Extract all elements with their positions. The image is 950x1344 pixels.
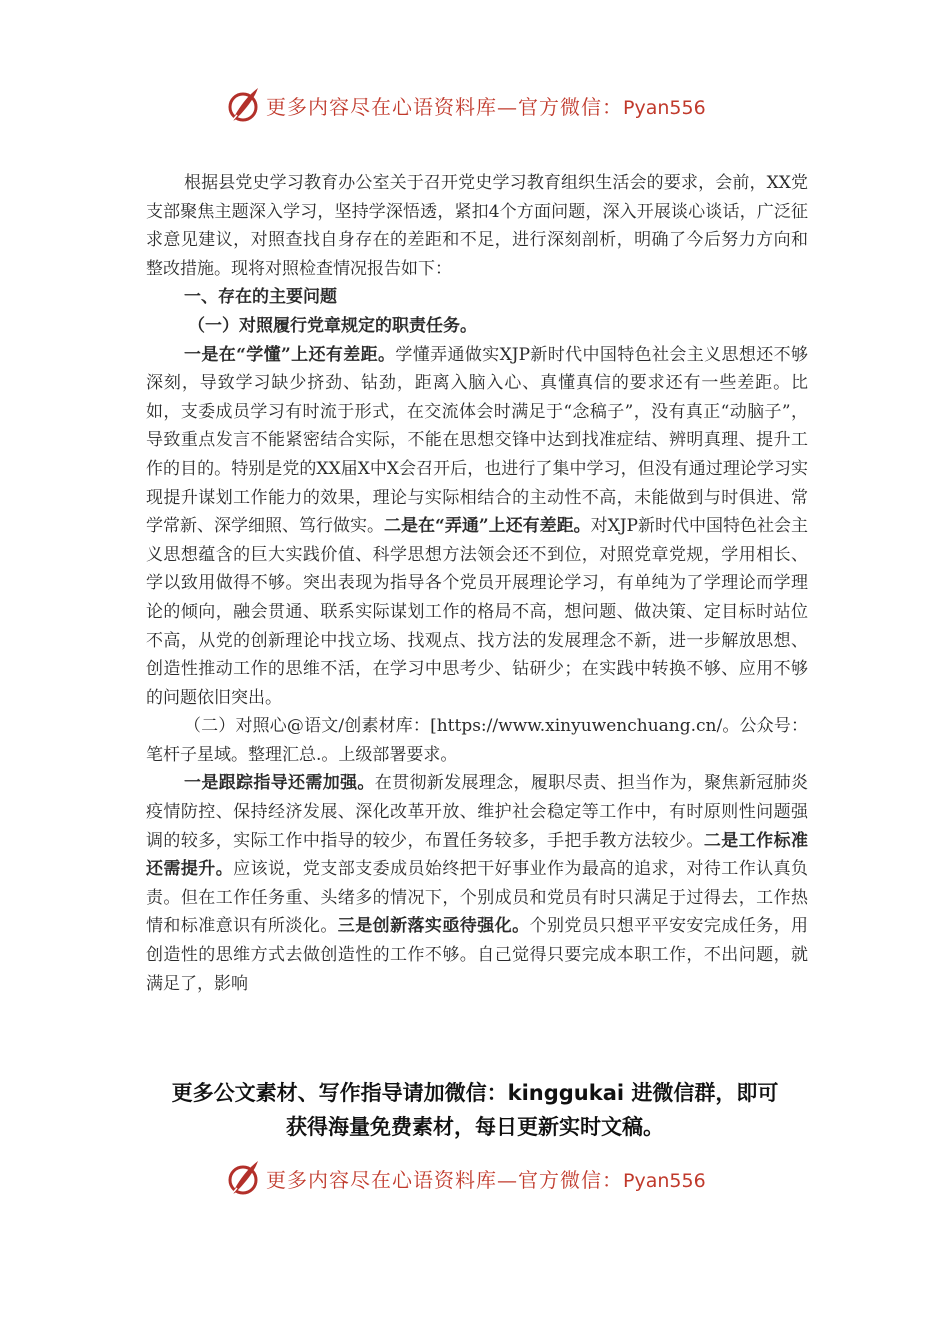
section-heading: 一、存在的主要问题 (184, 287, 337, 308)
banner-text: 更多内容尽在心语资料库—官方微信：Pyan556 (266, 1168, 706, 1192)
banner-account: Pyan556 (623, 97, 706, 119)
banner-account: Pyan556 (623, 1170, 706, 1192)
quill-logo-icon (226, 85, 262, 125)
point-4-title: 二是工作标准还需提升。 (146, 830, 809, 880)
quill-logo-icon (226, 1158, 262, 1198)
point-3-title: 一是跟踪指导还需加强。 (184, 773, 375, 794)
footer-note (120, 1076, 830, 1144)
point-1-title: 一是在“学懂”上还有差距。 (184, 344, 396, 365)
point-5-title: 三是创新落实亟待强化。 (337, 916, 530, 937)
footer-note-line-1: 更多公文素材、写作指导请加微信：kinggukai 进微信群，即可 (171, 1081, 779, 1105)
point-3-text: 在贯彻新发展理念，履职尽责、担当作为，聚焦新冠肺炎疫情防控、保持经济发展、深化改革开放、维护社会稳定等工作中，有时原则性问题强调的较多，实际工作中指导的较少，布置任务较多，手把手教方法较少。 (146, 773, 809, 851)
footer-banner (0, 1158, 950, 1198)
point-2-title: 二是在“弄通”上还有差距。 (384, 516, 591, 537)
point-1-text: 学懂弄通做实XJP新时代中国特色社会主义思想还不够深刻，导致学习缺少挤劲、钻劲，距离入脑入心、真懂真信的要求还有一些差距。比如，支委成员学习有时流于形式，在交流体会时满足于“念稿子”，没有真正“动脑子”，导致重点发言不能紧密结合实际，不能在思想交锋中达到找准症结、辨明真理、提升工作的目的。特别是党的XX届X中X会召开后，也进行了集中学习，但没有通过理论学习实现提升谋划工作能力的效果，理论与实际相结合的主动性不高，未能做到与时俱进、常学常新、深学细照、笃行做实。 (146, 344, 808, 537)
subsection-heading-1: （一）对照履行党章规定的职责任务。 (188, 315, 477, 336)
document-body (146, 169, 808, 998)
header-banner (0, 85, 950, 125)
point-2-text: 对XJP新时代中国特色社会主义思想蕴含的巨大实践价值、科学思想方法领会还不到位，对照党章党规，学用相长、学以致用做得不够。突出表现为指导各个党员开展理论学习，有单纯为了学理论而学理论的倾向，融会贯通、联系实际谋划工作的格局不高，想问题、做决策、定目标时站位不高，从党的创新理论中找立场、找观点、找方法的发展理念不新，进一步解放思想、创造性推动工作的思维不活，在学习中思考少、钻研少；在实践中转换不够、应用不够的问题依旧突出。 (146, 516, 809, 708)
footer-note-line-2: 获得海量免费素材，每日更新实时文稿。 (286, 1115, 664, 1139)
banner-text: 更多内容尽在心语资料库—官方微信：Pyan556 (266, 95, 706, 119)
paragraph-guidance (146, 769, 808, 998)
paragraph-study (146, 341, 808, 713)
intro-paragraph: 根据县党史学习教育办公室关于召开党史学习教育组织生活会的要求，会前，XX党支部聚焦主题深入学习，坚持学深悟透，紧扣4个方面问题，深入开展谈心谈话，广泛征求意见建议，对照查找自身存在的差距和不足，进行深刻剖析，明确了今后努力方向和整改措施。现将对照检查情况报告如下： (146, 173, 808, 279)
point-4-text: 应该说，党支部支委成员始终把干好事业作为最高的追求，对待工作认真负责。但在工作任务重、头绪多的情况下，个别成员和党员有时只满足于过得去，工作热情和标准意识有所淡化。 (146, 859, 809, 937)
subsection-heading-2: （二）对照心@语文/创素材库：[https://www.xinyuwenchuang.cn/。公众号：笔杆子星域。整理汇总.。上级部署要求。 (146, 716, 808, 765)
point-5-text: 个别党员只想平平安安完成任务，用创造性的思维方式去做创造性的工作不够。自己觉得只要完成本职工作，不出问题，就满足了，影响 (146, 916, 809, 994)
